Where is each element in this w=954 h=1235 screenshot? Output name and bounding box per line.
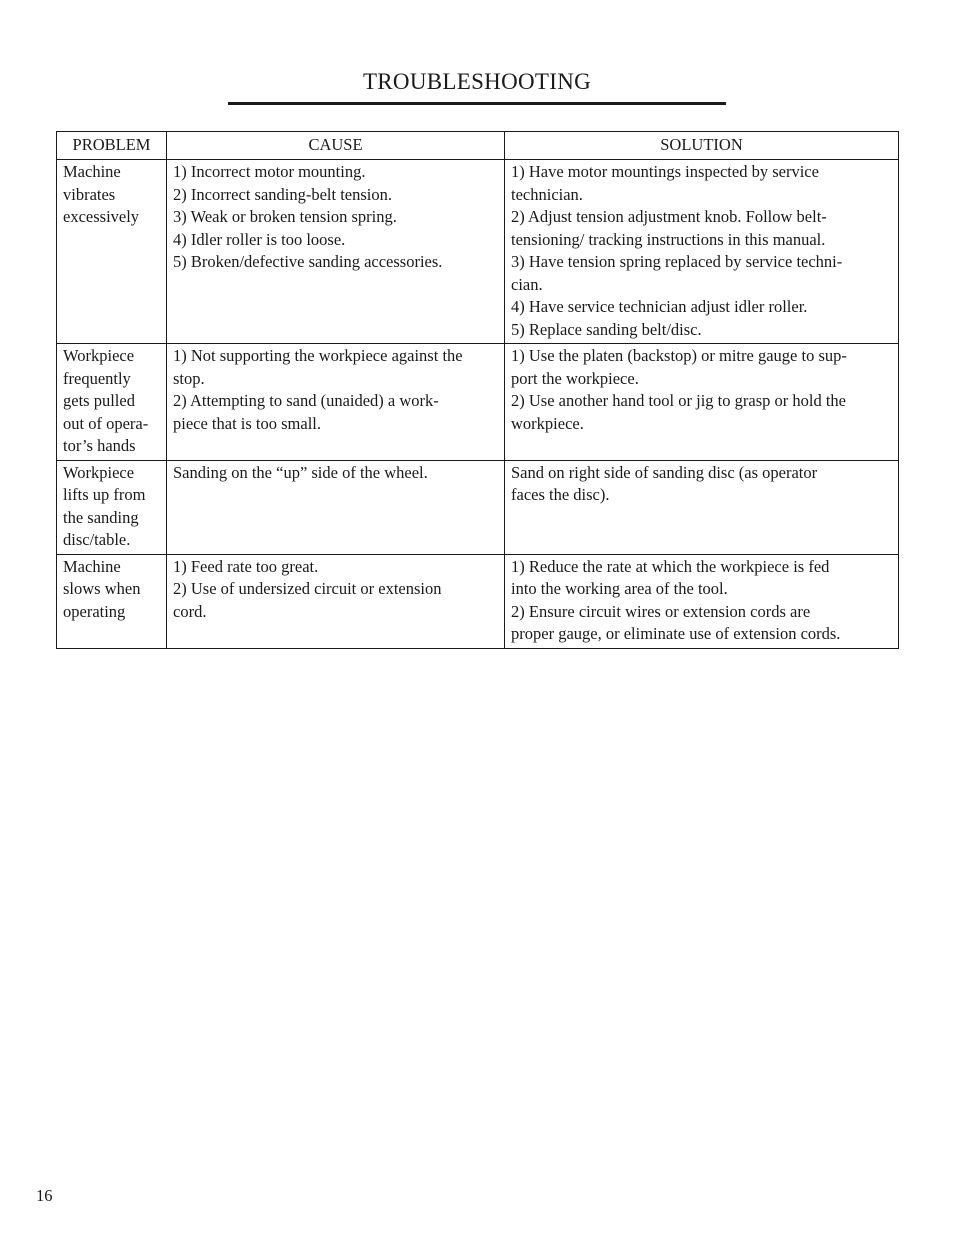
solution-line: into the working area of the tool. (511, 579, 728, 598)
table-body (57, 160, 899, 649)
table-row (57, 344, 899, 461)
cause-line: 5) Broken/defective sanding accessories. (173, 252, 443, 271)
problem-line: Machine (63, 162, 121, 181)
problem-cell (57, 554, 167, 648)
solution-line: technician. (511, 184, 583, 204)
solution-line: faces the disc). (511, 485, 610, 504)
cause-line: cord. (173, 601, 207, 621)
cause-line: 2) Incorrect sanding-belt tension. (173, 184, 393, 204)
problem-cell (57, 160, 167, 344)
troubleshooting-table (56, 131, 899, 649)
cause-line: 1) Not supporting the workpiece against the (173, 346, 463, 365)
cause-line: stop. (173, 368, 205, 388)
solution-line: cian. (511, 274, 543, 294)
problem-line: lifts up from (63, 485, 146, 504)
solution-cell (505, 344, 899, 461)
solution-line: 2) Use another hand tool or jig to grasp or hold the (511, 391, 846, 410)
solution-line: proper gauge, or eliminate use of extension cords. (511, 624, 841, 643)
problem-line: excessively (63, 207, 140, 226)
problem-cell (57, 460, 167, 554)
solution-line: Sand on right side of sanding disc (as operator (511, 462, 818, 482)
page-title: TROUBLESHOOTING (362, 69, 592, 94)
cause-line: 1) Feed rate too great. (173, 556, 319, 576)
page-number: 16 (36, 1186, 53, 1205)
header-solution: SOLUTION (505, 132, 899, 160)
table-header-row (57, 132, 899, 160)
header-problem: PROBLEM (57, 132, 167, 160)
solution-line: tensioning/ tracking instructions in this manual. (511, 229, 826, 249)
problem-line: Workpiece (63, 462, 135, 482)
solution-line: 3) Have tension spring replaced by service techni- (511, 252, 843, 271)
solution-line: 1) Use the platen (backstop) or mitre gauge to sup- (511, 346, 847, 365)
problem-line: operating (63, 601, 126, 621)
cause-cell (167, 160, 505, 344)
cause-cell (167, 554, 505, 648)
solution-line: 4) Have service technician adjust idler roller. (511, 297, 808, 316)
cause-line: 3) Weak or broken tension spring. (173, 207, 397, 226)
solution-line: port the workpiece. (511, 368, 639, 388)
title-underline (228, 102, 726, 105)
cause-cell (167, 460, 505, 554)
solution-line: 1) Reduce the rate at which the workpiece is fed (511, 556, 830, 576)
cause-line: 1) Incorrect motor mounting. (173, 162, 366, 181)
solution-cell (505, 554, 899, 648)
solution-line: workpiece. (511, 413, 584, 433)
solution-cell (505, 460, 899, 554)
table-row (57, 460, 899, 554)
problem-line: slows when (63, 579, 141, 598)
problem-line: disc/table. (63, 530, 131, 549)
problem-line: gets pulled (63, 391, 135, 410)
cause-line: 2) Attempting to sand (unaided) a work- (173, 391, 439, 410)
solution-line: 2) Adjust tension adjustment knob. Follow belt- (511, 207, 827, 226)
problem-line: Workpiece (63, 346, 135, 365)
solution-cell (505, 160, 899, 344)
cause-line: 2) Use of undersized circuit or extension (173, 579, 442, 598)
problem-line: out of opera- (63, 413, 149, 433)
solution-line: 1) Have motor mountings inspected by service (511, 162, 819, 181)
problem-line: frequently (63, 368, 131, 388)
problem-line: Machine (63, 556, 121, 576)
problem-line: the sanding (63, 507, 139, 527)
problem-cell (57, 344, 167, 461)
cause-cell (167, 344, 505, 461)
cause-line: 4) Idler roller is too loose. (173, 229, 346, 249)
cause-line: piece that is too small. (173, 413, 322, 433)
problem-line: tor’s hands (63, 436, 136, 455)
solution-line: 5) Replace sanding belt/disc. (511, 319, 702, 339)
problem-line: vibrates (63, 184, 116, 204)
table-row (57, 554, 899, 648)
table-row (57, 160, 899, 344)
cause-line: Sanding on the “up” side of the wheel. (173, 462, 428, 482)
solution-line: 2) Ensure circuit wires or extension cords are (511, 601, 811, 621)
header-cause: CAUSE (167, 132, 505, 160)
